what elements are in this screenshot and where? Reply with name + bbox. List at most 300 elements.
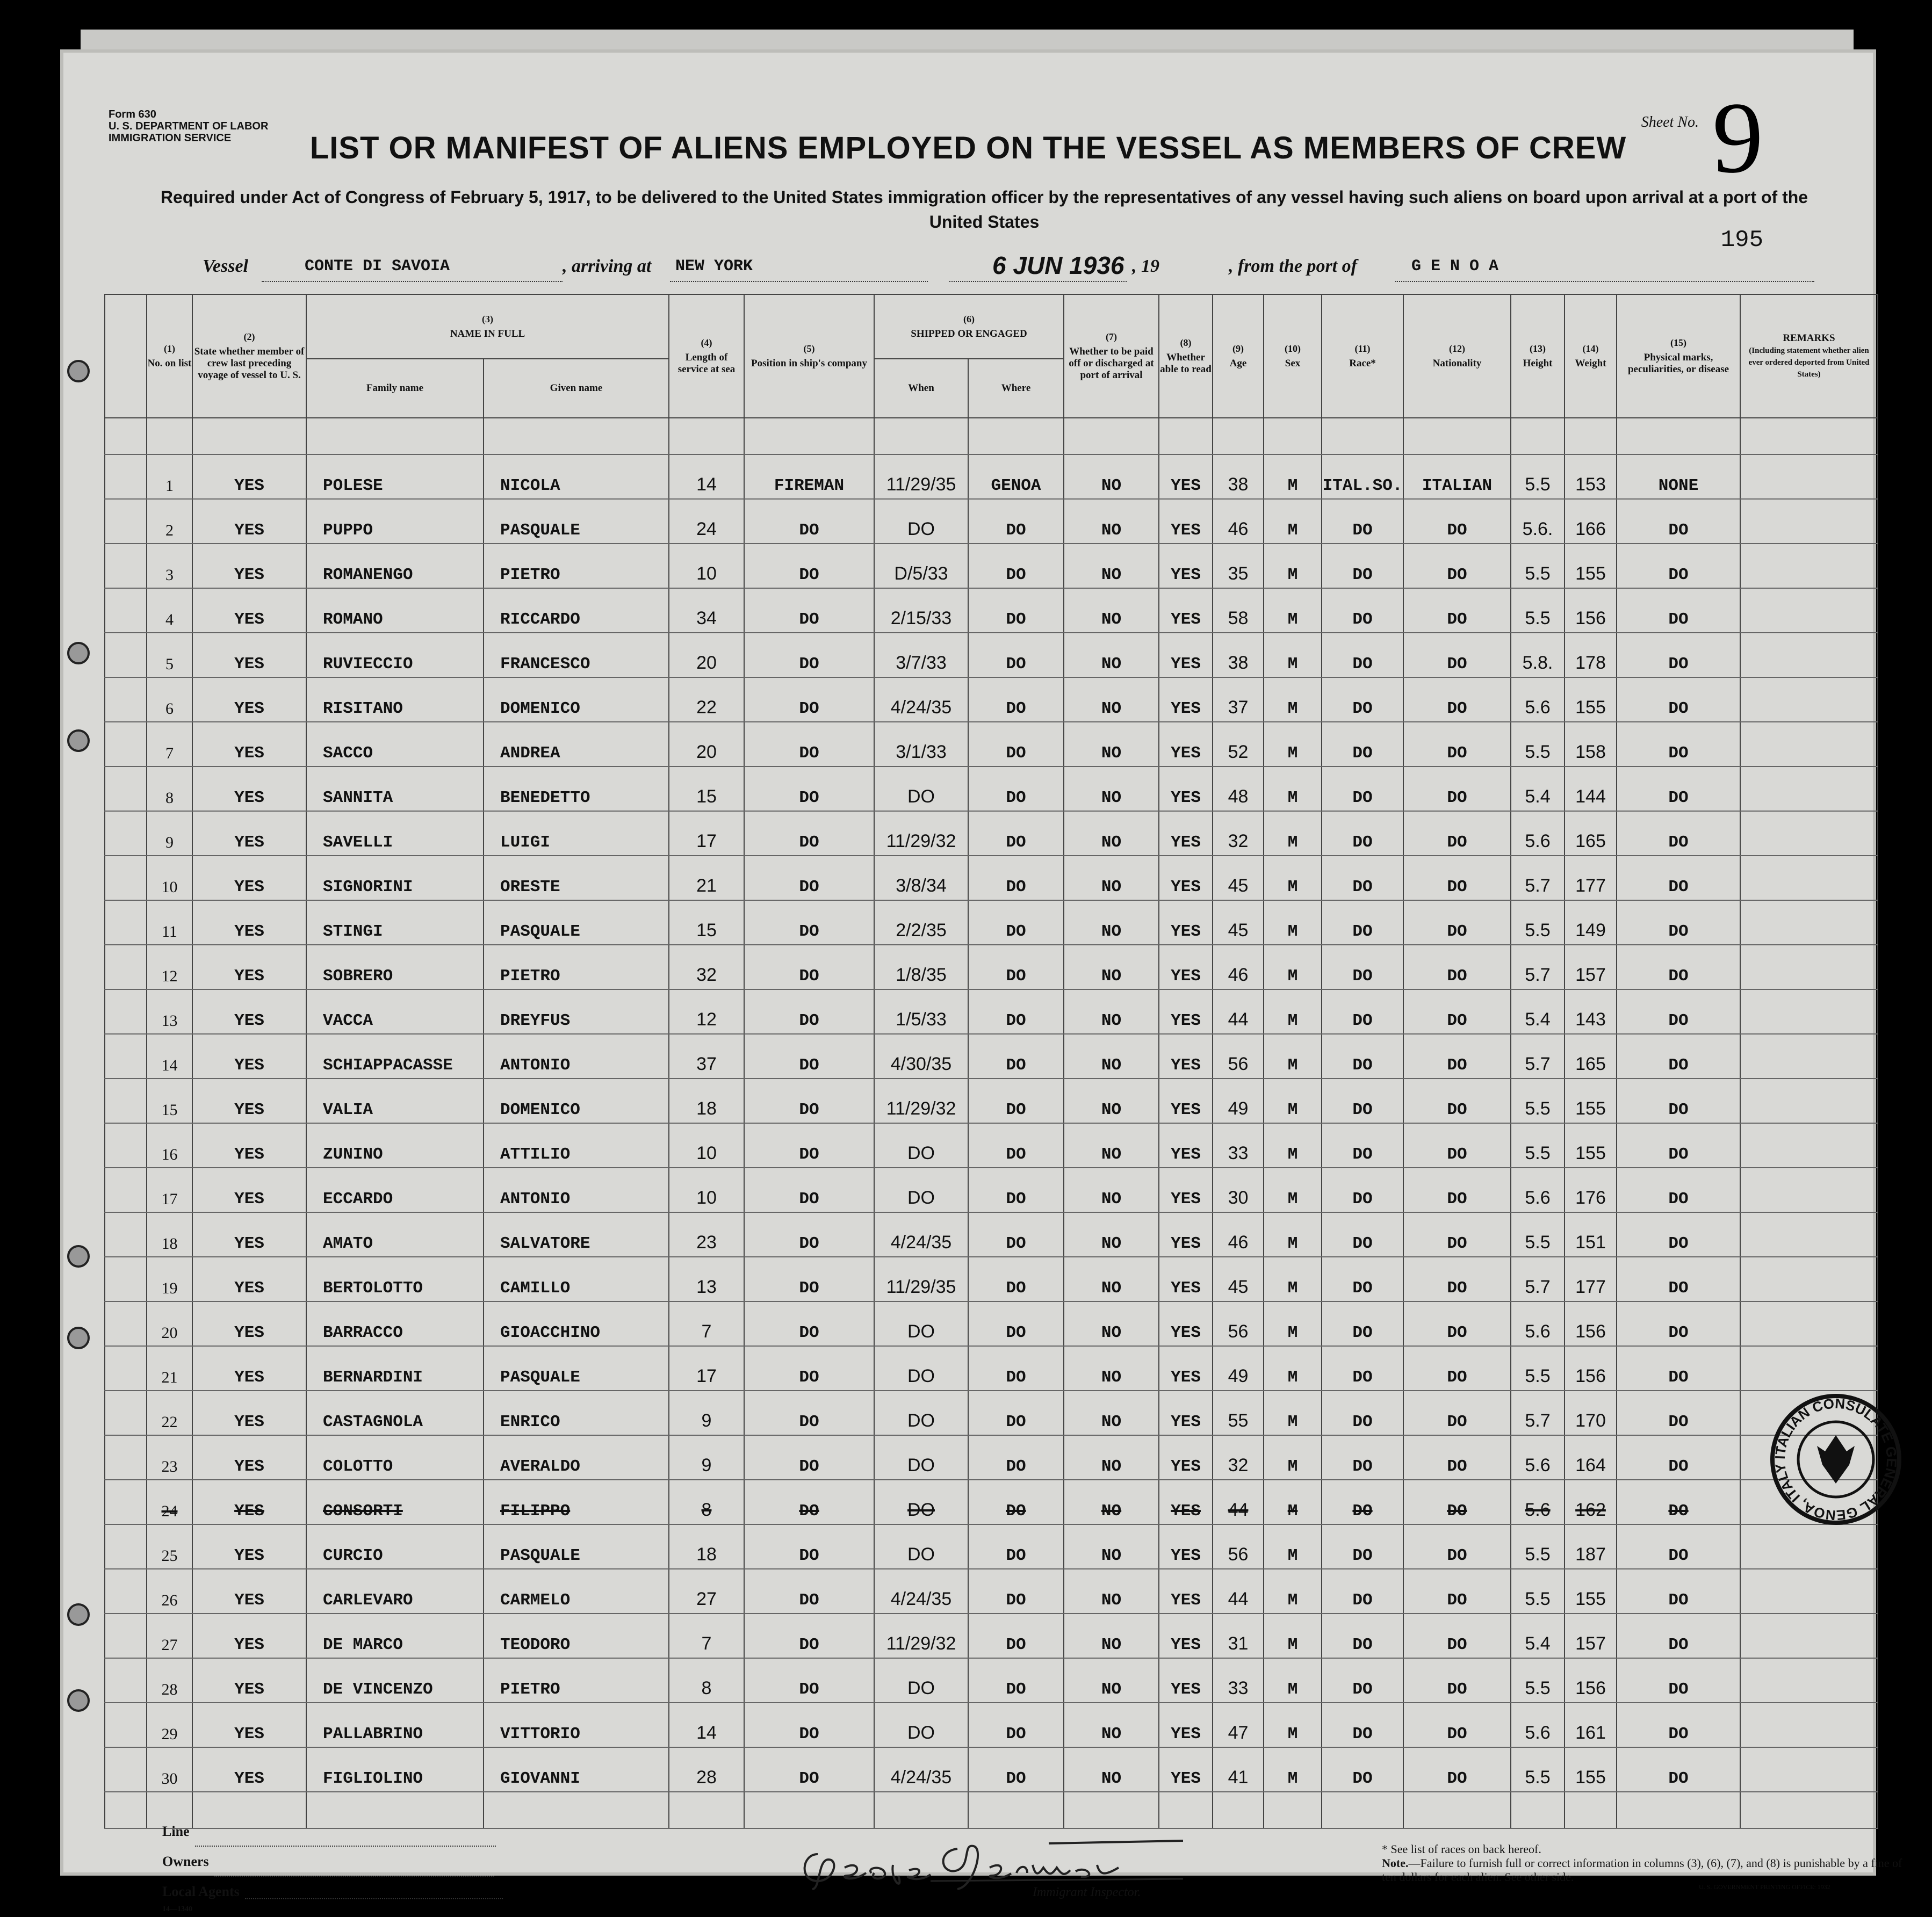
- cell-age: 46: [1213, 1212, 1264, 1257]
- cell-able-to-read: YES: [1159, 1301, 1213, 1346]
- cell-position: DO: [744, 856, 874, 900]
- margin-column-header: [105, 294, 147, 418]
- cell-no: 26: [147, 1569, 192, 1614]
- cell-given-name: GIOACCHINO: [484, 1301, 669, 1346]
- cell-position: DO: [744, 722, 874, 766]
- agents-field: Local Agents 14—1340: [162, 1884, 503, 1917]
- cell-weight: 155: [1565, 677, 1617, 722]
- cell-physical-marks: DO: [1617, 588, 1740, 633]
- cell-paid-off: NO: [1064, 722, 1159, 766]
- cell-age: 30: [1213, 1168, 1264, 1212]
- cell-age: 32: [1213, 1435, 1264, 1480]
- cell-previous-voyage: YES: [192, 1346, 306, 1391]
- cell-paid-off: NO: [1064, 1212, 1159, 1257]
- crew-row: [105, 633, 1878, 677]
- cell-height: 5.5: [1511, 1212, 1565, 1257]
- cell-engaged-when: DO: [874, 1658, 968, 1703]
- margin-cell: [105, 1079, 147, 1123]
- cell-position: DO: [744, 1212, 874, 1257]
- header-length-of-service: (4) Length of service at sea: [669, 294, 744, 418]
- cell-physical-marks: DO: [1617, 1747, 1740, 1792]
- cell-position: DO: [744, 1301, 874, 1346]
- cell-engaged-when: 4/24/35: [874, 1747, 968, 1792]
- cell-service-years: 14: [669, 1703, 744, 1747]
- cell-physical-marks: DO: [1617, 1301, 1740, 1346]
- arrival-port: NEW YORK: [675, 257, 753, 276]
- vessel-name: CONTE DI SAVOIA: [305, 257, 450, 276]
- cell-sex: M: [1264, 1346, 1322, 1391]
- cell-position: DO: [744, 1524, 874, 1569]
- cell-race: DO: [1322, 1079, 1403, 1123]
- cell-engaged-where: DO: [968, 1614, 1064, 1658]
- cell-height: 5.5: [1511, 1079, 1565, 1123]
- crew-row: [105, 499, 1878, 544]
- cell-physical-marks: DO: [1617, 766, 1740, 811]
- header-previous-voyage: (2) State whether member of crew last preceding voyage of vessel to U. S.: [192, 294, 306, 418]
- cell-weight: 156: [1565, 1658, 1617, 1703]
- cell-weight: 165: [1565, 1034, 1617, 1079]
- crew-row: [105, 544, 1878, 588]
- cell-family-name: PALLABRINO: [306, 1703, 484, 1747]
- cell-position: DO: [744, 1747, 874, 1792]
- cell-no: 27: [147, 1614, 192, 1658]
- cell-remarks: [1740, 1123, 1878, 1168]
- cell-no: 15: [147, 1079, 192, 1123]
- cell-sex: M: [1264, 1435, 1322, 1480]
- cell-race: DO: [1322, 1168, 1403, 1212]
- cell-family-name: ROMANO: [306, 588, 484, 633]
- cell-physical-marks: DO: [1617, 677, 1740, 722]
- cell-given-name: ORESTE: [484, 856, 669, 900]
- cell-age: 56: [1213, 1524, 1264, 1569]
- cell-paid-off: NO: [1064, 633, 1159, 677]
- cell-family-name: BARRACCO: [306, 1301, 484, 1346]
- margin-cell: [105, 1257, 147, 1301]
- cell-given-name: PIETRO: [484, 544, 669, 588]
- cell-previous-voyage: YES: [192, 1079, 306, 1123]
- cell-service-years: 12: [669, 989, 744, 1034]
- cell-weight: 165: [1565, 811, 1617, 856]
- cell-weight: 155: [1565, 1123, 1617, 1168]
- cell-weight: 155: [1565, 1569, 1617, 1614]
- cell-given-name: DOMENICO: [484, 1079, 669, 1123]
- cell-weight: 153: [1565, 454, 1617, 499]
- cell-remarks: [1740, 1346, 1878, 1391]
- cell-no: 11: [147, 900, 192, 945]
- cell-nationality: DO: [1403, 1658, 1511, 1703]
- cell-race: DO: [1322, 766, 1403, 811]
- cell-given-name: ANTONIO: [484, 1034, 669, 1079]
- cell-age: 32: [1213, 811, 1264, 856]
- cell-height: 5.6: [1511, 1435, 1565, 1480]
- cell-no: 23: [147, 1435, 192, 1480]
- cell-race: DO: [1322, 588, 1403, 633]
- year-label: , 19: [1132, 256, 1159, 276]
- cell-age: 46: [1213, 945, 1264, 989]
- cell-engaged-when: DO: [874, 1346, 968, 1391]
- margin-cell: [105, 544, 147, 588]
- crew-row: [105, 1569, 1878, 1614]
- cell-family-name: STINGI: [306, 900, 484, 945]
- cell-race: DO: [1322, 1391, 1403, 1435]
- cell-height: 5.5: [1511, 588, 1565, 633]
- inspector-label: Immigrant Inspector.: [1033, 1885, 1141, 1899]
- cell-position: DO: [744, 1480, 874, 1524]
- cell-service-years: 23: [669, 1212, 744, 1257]
- footer-notes: [1382, 1842, 1908, 1884]
- crew-row: [105, 1658, 1878, 1703]
- cell-no: 10: [147, 856, 192, 900]
- cell-weight: 164: [1565, 1435, 1617, 1480]
- cell-weight: 157: [1565, 945, 1617, 989]
- cell-physical-marks: NONE: [1617, 454, 1740, 499]
- cell-engaged-where: DO: [968, 588, 1064, 633]
- cell-remarks: [1740, 1301, 1878, 1346]
- cell-sex: M: [1264, 1212, 1322, 1257]
- cell-previous-voyage: YES: [192, 945, 306, 989]
- cell-service-years: 20: [669, 633, 744, 677]
- cell-physical-marks: DO: [1617, 722, 1740, 766]
- cell-race: DO: [1322, 856, 1403, 900]
- cell-nationality: DO: [1403, 1391, 1511, 1435]
- cell-paid-off: NO: [1064, 1034, 1159, 1079]
- cell-sex: M: [1264, 588, 1322, 633]
- cell-remarks: [1740, 945, 1878, 989]
- cell-paid-off: NO: [1064, 544, 1159, 588]
- cell-race: DO: [1322, 1703, 1403, 1747]
- cell-engaged-where: GENOA: [968, 454, 1064, 499]
- crew-row: [105, 677, 1878, 722]
- cell-age: 44: [1213, 1480, 1264, 1524]
- department-line: U. S. DEPARTMENT OF LABOR: [109, 120, 269, 132]
- line-field: Line: [162, 1817, 503, 1847]
- cell-height: 5.6: [1511, 1480, 1565, 1524]
- cell-height: 5.5: [1511, 1747, 1565, 1792]
- cell-sex: M: [1264, 1569, 1322, 1614]
- cell-height: 5.5: [1511, 1123, 1565, 1168]
- cell-able-to-read: YES: [1159, 1435, 1213, 1480]
- cell-able-to-read: YES: [1159, 1480, 1213, 1524]
- crew-row: [105, 1524, 1878, 1569]
- cell-remarks: [1740, 900, 1878, 945]
- cell-engaged-where: DO: [968, 856, 1064, 900]
- cell-engaged-when: DO: [874, 766, 968, 811]
- cell-paid-off: NO: [1064, 1658, 1159, 1703]
- cell-height: 5.6: [1511, 811, 1565, 856]
- cell-service-years: 13: [669, 1257, 744, 1301]
- margin-cell: [105, 722, 147, 766]
- header-remarks: REMARKS (Including statement whether alien ever ordered deported from United States): [1740, 294, 1878, 418]
- cell-no: 21: [147, 1346, 192, 1391]
- cell-paid-off: NO: [1064, 1346, 1159, 1391]
- cell-height: 5.6.: [1511, 499, 1565, 544]
- margin-cell: [105, 811, 147, 856]
- cell-family-name: SCHIAPPACASSE: [306, 1034, 484, 1079]
- cell-race: DO: [1322, 1257, 1403, 1301]
- crew-row: [105, 811, 1878, 856]
- cell-height: 5.5: [1511, 722, 1565, 766]
- cell-able-to-read: YES: [1159, 945, 1213, 989]
- cell-family-name: BERTOLOTTO: [306, 1257, 484, 1301]
- cell-age: 44: [1213, 989, 1264, 1034]
- cell-remarks: [1740, 811, 1878, 856]
- cell-paid-off: NO: [1064, 1079, 1159, 1123]
- cell-given-name: CAMILLO: [484, 1257, 669, 1301]
- cell-sex: M: [1264, 1614, 1322, 1658]
- header-where: Where: [968, 359, 1064, 418]
- cell-engaged-when: 11/29/32: [874, 811, 968, 856]
- races-note: * See list of races on back hereof.: [1382, 1842, 1541, 1856]
- cell-height: 5.7: [1511, 945, 1565, 989]
- crew-manifest-table: [104, 294, 1878, 1829]
- cell-paid-off: NO: [1064, 1614, 1159, 1658]
- from-port-label: , from the port of: [1229, 256, 1357, 276]
- cell-service-years: 32: [669, 945, 744, 989]
- cell-family-name: ECCARDO: [306, 1168, 484, 1212]
- cell-height: 5.6: [1511, 1301, 1565, 1346]
- cell-engaged-where: DO: [968, 1703, 1064, 1747]
- cell-age: 52: [1213, 722, 1264, 766]
- cell-engaged-when: 4/24/35: [874, 677, 968, 722]
- cell-height: 5.7: [1511, 1391, 1565, 1435]
- cell-nationality: DO: [1403, 633, 1511, 677]
- cell-sex: M: [1264, 454, 1322, 499]
- cell-family-name: RISITANO: [306, 677, 484, 722]
- cell-previous-voyage: YES: [192, 633, 306, 677]
- cell-given-name: SALVATORE: [484, 1212, 669, 1257]
- cell-nationality: DO: [1403, 945, 1511, 989]
- cell-able-to-read: YES: [1159, 1346, 1213, 1391]
- margin-cell: [105, 633, 147, 677]
- cell-paid-off: NO: [1064, 1123, 1159, 1168]
- cell-service-years: 10: [669, 1123, 744, 1168]
- vessel-label: Vessel: [203, 256, 248, 276]
- cell-engaged-when: 2/15/33: [874, 588, 968, 633]
- from-port-underline: [1395, 281, 1814, 282]
- cell-engaged-where: DO: [968, 544, 1064, 588]
- cell-position: DO: [744, 945, 874, 989]
- cell-age: 44: [1213, 1569, 1264, 1614]
- cell-physical-marks: DO: [1617, 900, 1740, 945]
- cell-position: DO: [744, 1658, 874, 1703]
- cell-nationality: DO: [1403, 588, 1511, 633]
- cell-race: DO: [1322, 1123, 1403, 1168]
- arriving-underline: [670, 281, 928, 282]
- cell-given-name: TEODORO: [484, 1614, 669, 1658]
- cell-able-to-read: YES: [1159, 811, 1213, 856]
- cell-given-name: PASQUALE: [484, 1346, 669, 1391]
- cell-physical-marks: DO: [1617, 1703, 1740, 1747]
- cell-engaged-when: DO: [874, 499, 968, 544]
- owners-field: Owners: [162, 1847, 503, 1877]
- cell-paid-off: NO: [1064, 1435, 1159, 1480]
- cell-remarks: [1740, 677, 1878, 722]
- cell-engaged-when: DO: [874, 1435, 968, 1480]
- cell-weight: 157: [1565, 1614, 1617, 1658]
- crew-row: [105, 1034, 1878, 1079]
- cell-physical-marks: DO: [1617, 633, 1740, 677]
- cell-race: DO: [1322, 722, 1403, 766]
- cell-race: DO: [1322, 544, 1403, 588]
- date-underline: [949, 281, 1127, 282]
- cell-weight: 155: [1565, 1079, 1617, 1123]
- cell-nationality: DO: [1403, 1747, 1511, 1792]
- page-subtitle: Required under Act of Congress of February 5, 1917, to be delivered to the United States immigration officer by the representatives of any vessel having such aliens on board upon arrival at a port of the United States: [160, 187, 1808, 232]
- cell-physical-marks: DO: [1617, 1524, 1740, 1569]
- cell-age: 49: [1213, 1079, 1264, 1123]
- cell-no: 18: [147, 1212, 192, 1257]
- cell-previous-voyage: YES: [192, 811, 306, 856]
- cell-previous-voyage: YES: [192, 1614, 306, 1658]
- cell-position: DO: [744, 989, 874, 1034]
- cell-paid-off: NO: [1064, 1703, 1159, 1747]
- cell-engaged-where: DO: [968, 900, 1064, 945]
- cell-race: DO: [1322, 1480, 1403, 1524]
- cell-given-name: FRANCESCO: [484, 633, 669, 677]
- inspector-signature: [796, 1822, 1183, 1892]
- crew-row: [105, 1614, 1878, 1658]
- cell-engaged-where: DO: [968, 989, 1064, 1034]
- cell-nationality: DO: [1403, 1301, 1511, 1346]
- binder-hole: [67, 729, 90, 752]
- cell-age: 35: [1213, 544, 1264, 588]
- cell-given-name: ATTILIO: [484, 1123, 669, 1168]
- cell-nationality: DO: [1403, 1703, 1511, 1747]
- cell-physical-marks: DO: [1617, 1123, 1740, 1168]
- cell-remarks: [1740, 588, 1878, 633]
- cell-remarks: [1740, 1168, 1878, 1212]
- cell-previous-voyage: YES: [192, 1168, 306, 1212]
- cell-physical-marks: DO: [1617, 1435, 1740, 1480]
- cell-engaged-where: DO: [968, 1658, 1064, 1703]
- cell-sex: M: [1264, 856, 1322, 900]
- cell-physical-marks: DO: [1617, 856, 1740, 900]
- cell-given-name: PASQUALE: [484, 900, 669, 945]
- cell-no: 29: [147, 1703, 192, 1747]
- cell-physical-marks: DO: [1617, 1346, 1740, 1391]
- cell-paid-off: NO: [1064, 1569, 1159, 1614]
- cell-position: DO: [744, 1435, 874, 1480]
- cell-paid-off: NO: [1064, 1168, 1159, 1212]
- cell-no: 13: [147, 989, 192, 1034]
- cell-no: 22: [147, 1391, 192, 1435]
- margin-cell: [105, 900, 147, 945]
- cell-race: DO: [1322, 1435, 1403, 1480]
- cell-able-to-read: YES: [1159, 766, 1213, 811]
- cell-nationality: DO: [1403, 1123, 1511, 1168]
- header-position: (5) Position in ship's company: [744, 294, 874, 418]
- cell-family-name: DE MARCO: [306, 1614, 484, 1658]
- cell-height: 5.7: [1511, 1034, 1565, 1079]
- cell-engaged-when: 4/24/35: [874, 1212, 968, 1257]
- cell-sex: M: [1264, 544, 1322, 588]
- cell-nationality: DO: [1403, 1614, 1511, 1658]
- cell-service-years: 20: [669, 722, 744, 766]
- cell-family-name: VACCA: [306, 989, 484, 1034]
- header-sex: (10) Sex: [1264, 294, 1322, 418]
- margin-cell: [105, 1168, 147, 1212]
- cell-no: 5: [147, 633, 192, 677]
- header-age: (9) Age: [1213, 294, 1264, 418]
- cell-age: 45: [1213, 900, 1264, 945]
- cell-paid-off: NO: [1064, 1391, 1159, 1435]
- cell-no: 19: [147, 1257, 192, 1301]
- cell-weight: 156: [1565, 1301, 1617, 1346]
- cell-nationality: DO: [1403, 544, 1511, 588]
- margin-cell: [105, 1524, 147, 1569]
- crew-rows: [105, 418, 1878, 1828]
- cell-no: 25: [147, 1524, 192, 1569]
- cell-paid-off: NO: [1064, 856, 1159, 900]
- cell-engaged-when: DO: [874, 1301, 968, 1346]
- cell-remarks: [1740, 766, 1878, 811]
- cell-height: 5.5: [1511, 1569, 1565, 1614]
- cell-engaged-when: 3/7/33: [874, 633, 968, 677]
- cell-age: 58: [1213, 588, 1264, 633]
- cell-weight: 176: [1565, 1168, 1617, 1212]
- margin-cell: [105, 1703, 147, 1747]
- cell-position: DO: [744, 499, 874, 544]
- arrival-date-stamp: 6 JUN 1936: [992, 251, 1124, 279]
- cell-previous-voyage: YES: [192, 1123, 306, 1168]
- cell-weight: 177: [1565, 856, 1617, 900]
- cell-height: 5.6: [1511, 677, 1565, 722]
- cell-engaged-where: DO: [968, 766, 1064, 811]
- margin-cell: [105, 1301, 147, 1346]
- margin-cell: [105, 1747, 147, 1792]
- cell-age: 47: [1213, 1703, 1264, 1747]
- cell-height: 5.5: [1511, 1658, 1565, 1703]
- cell-service-years: 22: [669, 677, 744, 722]
- cell-engaged-where: DO: [968, 945, 1064, 989]
- cell-given-name: ANTONIO: [484, 1168, 669, 1212]
- cell-able-to-read: YES: [1159, 1168, 1213, 1212]
- cell-able-to-read: YES: [1159, 1257, 1213, 1301]
- cell-remarks: [1740, 1569, 1878, 1614]
- cell-nationality: DO: [1403, 1034, 1511, 1079]
- cell-remarks: [1740, 1257, 1878, 1301]
- cell-previous-voyage: YES: [192, 588, 306, 633]
- margin-cell: [105, 856, 147, 900]
- sheet-number: 9: [1712, 82, 1763, 194]
- cell-no: 30: [147, 1747, 192, 1792]
- cell-engaged-when: DO: [874, 1480, 968, 1524]
- binder-hole: [67, 1603, 90, 1626]
- cell-physical-marks: DO: [1617, 1569, 1740, 1614]
- footer-fields: [162, 1817, 503, 1917]
- cell-paid-off: NO: [1064, 989, 1159, 1034]
- cell-weight: 187: [1565, 1524, 1617, 1569]
- cell-engaged-when: D/5/33: [874, 544, 968, 588]
- cell-sex: M: [1264, 1257, 1322, 1301]
- penalty-note: Note.—Failure to furnish full or correct information in columns (3), (6), (7), and (8) is punishable by a fine of ten dollars for each alien. See other side.: [1382, 1856, 1902, 1884]
- cell-height: 5.5: [1511, 900, 1565, 945]
- cell-no: 4: [147, 588, 192, 633]
- cell-engaged-where: DO: [968, 1747, 1064, 1792]
- cell-engaged-where: DO: [968, 677, 1064, 722]
- cell-nationality: DO: [1403, 1569, 1511, 1614]
- cell-given-name: BENEDETTO: [484, 766, 669, 811]
- cell-remarks: [1740, 1658, 1878, 1703]
- cell-service-years: 37: [669, 1034, 744, 1079]
- cell-race: DO: [1322, 811, 1403, 856]
- cell-physical-marks: DO: [1617, 1212, 1740, 1257]
- header-weight: (14) Weight: [1565, 294, 1617, 418]
- cell-given-name: ENRICO: [484, 1391, 669, 1435]
- cell-no: 16: [147, 1123, 192, 1168]
- cell-nationality: DO: [1403, 989, 1511, 1034]
- cell-able-to-read: YES: [1159, 454, 1213, 499]
